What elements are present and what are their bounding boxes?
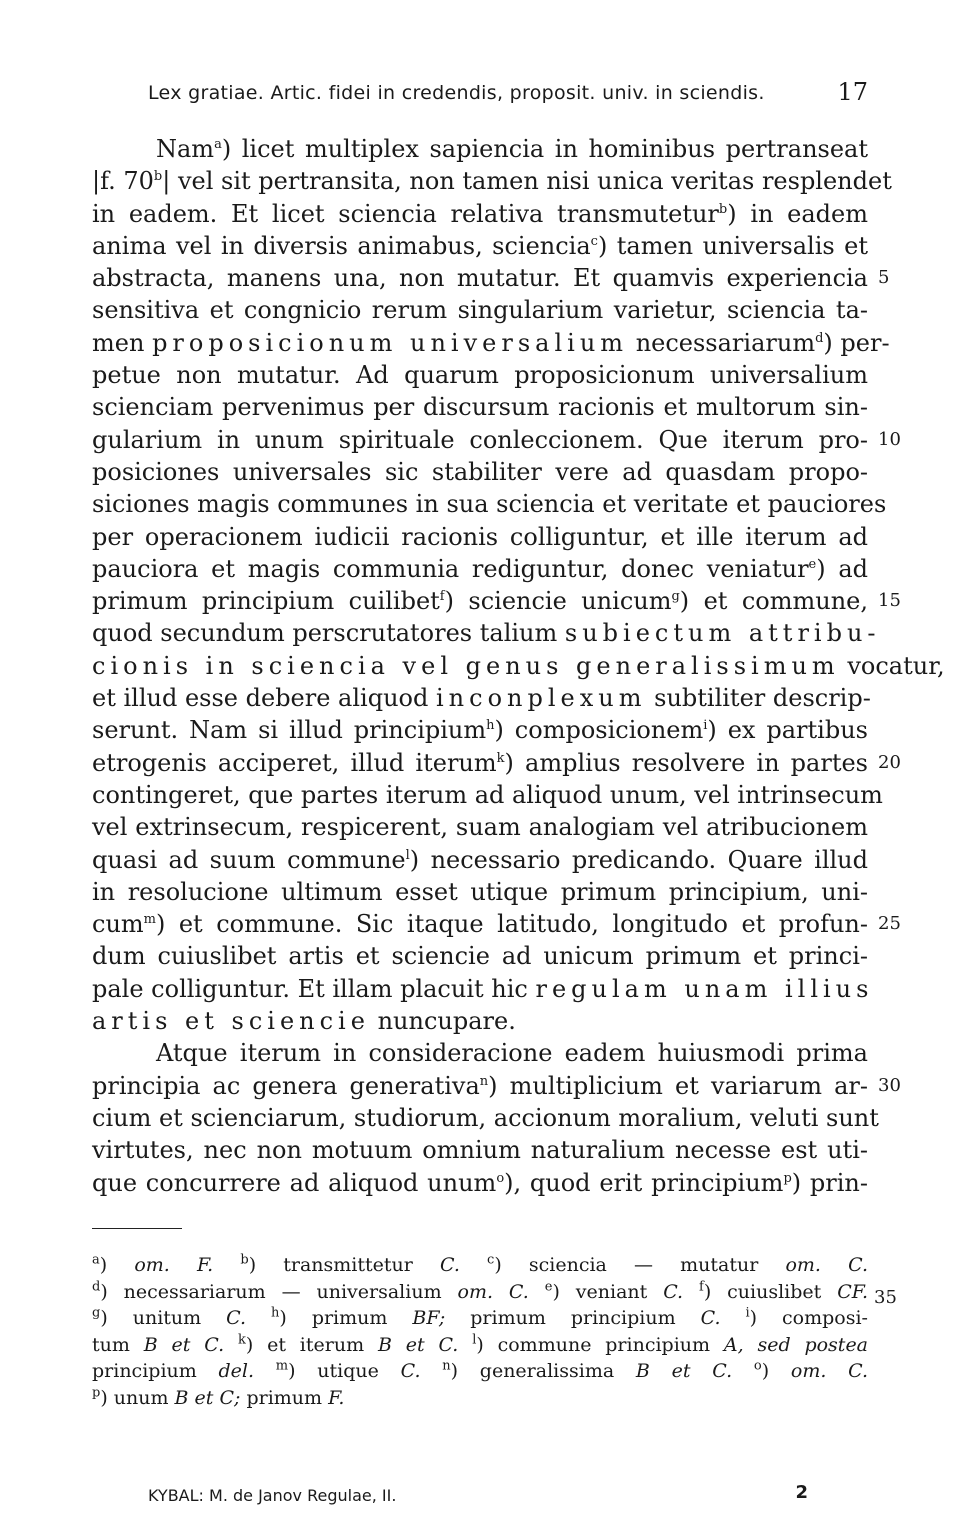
text-line: serunt. Nam si illud principium$^h$) composicionem$^i$) ex partibus xyxy=(92,716,868,745)
line-number: 10 xyxy=(878,428,901,450)
footnote-rule xyxy=(92,1228,182,1229)
text-line: dum cuiuslibet artis et sciencie ad unicum primum et princi- xyxy=(92,942,868,971)
footnote-line: $^p$) unum B et C; primum F. xyxy=(92,1385,345,1409)
line-number: 20 xyxy=(878,751,901,773)
footnote-line: $^g$) unitum C. $^h$) primum BF; primum principium C. $^i$) composi- xyxy=(92,1305,868,1330)
text-line: cionis in sciencia vel genus generalissimum vocatur, xyxy=(92,651,945,680)
text-line: per operacionem iudicii racionis colliguntur, et ille iterum ad xyxy=(92,522,868,551)
printer-signature: KYBAL: M. de Janov Regulae, II. xyxy=(148,1486,397,1505)
text-line: scienciam pervenimus per discursum racionis et multorum sin- xyxy=(92,393,868,422)
text-line: etrogenis acciperet, illud iterum$^k$) amplius resolvere in partes 20 xyxy=(92,747,868,779)
text-line: artis et sciencie nuncupare. xyxy=(92,1007,516,1036)
signature-number: 2 xyxy=(795,1482,808,1503)
text-line: |f. 70$^b$| vel sit pertransita, non tamen nisi unica veritas resplendet xyxy=(92,167,892,196)
text-line: virtutes, nec non motuum omnium naturalium necesse est uti- xyxy=(92,1136,868,1165)
text-line: cium et scienciarum, studiorum, accionum moralium, veluti sunt xyxy=(92,1103,879,1132)
text-line: anima vel in diversis animabus, sciencia$^c$) tamen universalis et xyxy=(92,231,868,260)
footnote-line: tum B et C. $^k$) et iterum B et C. $^l$) commune principium A, sed postea xyxy=(92,1332,869,1356)
text-line: principia ac genera generativa$^n$) multiplicium et variarum ar- 30 xyxy=(92,1070,868,1102)
text-line: gularium in unum spirituale conleccionem. Que iterum pro- 10 xyxy=(92,424,868,456)
text-line: Atque iterum in consideracione eadem huiusmodi prima xyxy=(156,1039,868,1068)
footnotes xyxy=(92,1252,897,1412)
text-line: que concurrere ad aliquod unum$^o$), quod erit principium$^p$) prin- xyxy=(92,1168,869,1197)
text-line: primum principium cuilibet$^f$) sciencie unicum$^g$) et commune, 15 xyxy=(92,585,868,617)
text-line: cum$^m$) et commune. Sic itaque latitudo, longitudo et profun- 25 xyxy=(92,908,868,940)
text-line: in eadem. Et licet sciencia relativa transmutetur$^b$) in eadem xyxy=(92,199,868,228)
text-line: pauciora et magis communia rediguntur, donec veniatur$^e$) ad xyxy=(92,554,868,583)
running-title: Lex gratiae. Artic. fidei in credendis, proposit. univ. in sciendis. xyxy=(148,82,765,104)
line-number: 15 xyxy=(878,590,901,612)
footnote-line: principium del. $^m$) utique C. $^n$) generalissima B et C. $^o$) om. C. xyxy=(92,1359,869,1383)
text-line: vel extrinsecum, respicerent, suam analogiam vel atribucionem xyxy=(92,813,868,842)
text-line: men proposicionum universalium necessariarum$^d$) per- xyxy=(92,328,890,357)
text-line: quasi ad suum commune$^l$) necessario predicando. Quare illud xyxy=(92,845,868,874)
text-line: Nam$^a$) licet multiplex sapiencia in hominibus pertranseat xyxy=(156,135,868,163)
text-line: sensitiva et congnicio rerum singularium varietur, sciencia ta- xyxy=(92,296,868,325)
main-text xyxy=(92,133,945,1199)
line-number: 30 xyxy=(878,1074,901,1096)
footnote-line: $^a$) om. F. $^b$) transmittetur C. $^c$) sciencia — mutatur om. C. xyxy=(92,1252,869,1276)
signature-line xyxy=(148,1482,808,1512)
footnote-line: $^d$) necessariarum — universalium om. C. $^e$) veniant C. $^f$) cuiuslibet CF. 35 xyxy=(92,1279,868,1306)
text-line: contingeret, que partes iterum ad aliquod unum, vel intrinsecum xyxy=(92,780,883,809)
text-line: et illud esse debere aliquod inconplexum subtiliter descrip- xyxy=(92,684,871,713)
text-line: quod secundum perscrutatores talium subiectum attribu- xyxy=(92,619,881,648)
line-number: 25 xyxy=(878,913,901,935)
line-number: 5 xyxy=(878,267,890,289)
text-line: in resolucione ultimum esset utique primum principium, uni- xyxy=(92,877,868,906)
text-line: siciones magis communes in sua sciencia et veritate et pauciores xyxy=(92,490,887,519)
text-line: posiciones universales sic stabiliter vere ad quasdam propo- xyxy=(92,457,868,486)
line-number: 35 xyxy=(874,1286,897,1308)
running-header xyxy=(148,80,868,110)
text-line: petue non mutatur. Ad quarum proposicionum universalium xyxy=(92,361,868,390)
text-line: pale colliguntur. Et illam placuit hic regulam unam illius xyxy=(92,974,874,1003)
text-line: abstracta, manens una, non mutatur. Et quamvis experiencia 5 xyxy=(92,262,868,294)
page-number: 17 xyxy=(837,78,868,106)
